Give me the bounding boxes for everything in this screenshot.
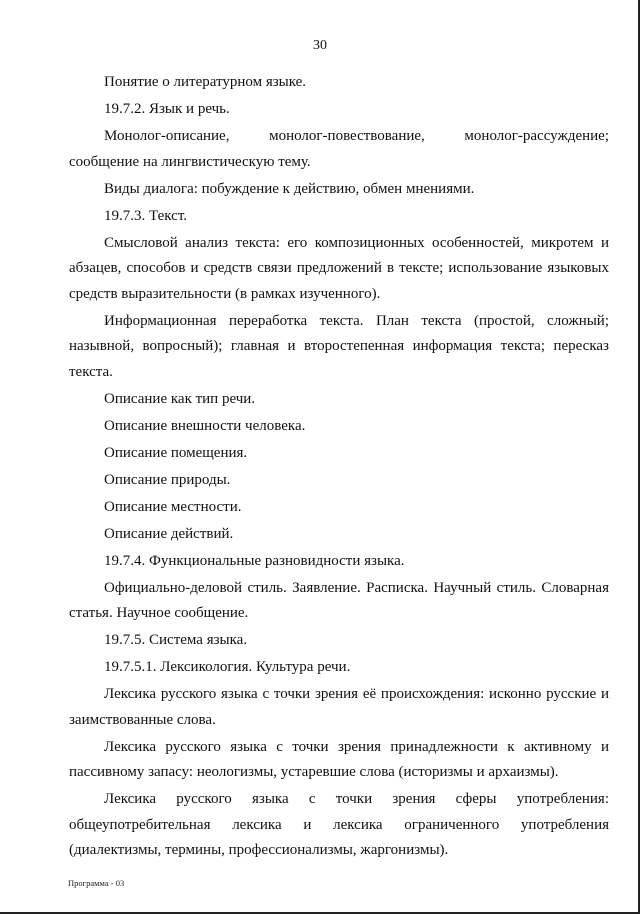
section-heading: 19.7.4. Функциональные разновидности языка. — [104, 552, 405, 569]
section-heading: 19.7.3. Текст. — [104, 207, 187, 224]
paragraph: Лексика русского языка с точки зрения её происхождения: исконно русские и заимствованные слова. — [69, 686, 609, 728]
section-heading: 19.7.5.1. Лексикология. Культура речи. — [104, 659, 351, 675]
paragraph: Информационная переработка текста. План текста (простой, сложный; назывной, вопросный); главная и второстепенная информация текста; пересказ текста. — [69, 312, 609, 380]
paragraph: Описание как тип речи. — [104, 390, 256, 407]
section-heading: 19.7.5. Система языка. — [104, 632, 248, 648]
paragraph: Описание местности. — [104, 498, 242, 515]
footer-label: Программа - 03 — [68, 878, 125, 888]
paragraph: Понятие о литературном языке. — [104, 74, 307, 90]
paragraph: Описание помещения. — [104, 444, 248, 461]
paragraph: Описание внешности человека. — [104, 417, 306, 434]
paragraph: Описание природы. — [104, 471, 231, 488]
page-body — [69, 70, 609, 864]
paragraph: Лексика русского языка с точки зрения принадлежности к активному и пассивному запасу: неологизмы, устаревшие слова (историзмы и архаизмы). — [69, 738, 609, 780]
paragraph: Описание действий. — [104, 525, 234, 542]
page-number: 30 — [313, 38, 327, 53]
paragraph: Виды диалога: побуждение к действию, обмен мнениями. — [104, 180, 475, 197]
paragraph: Монолог-описание, монолог-повествование, монолог-рассуждение; сообщение на лингвистическую тему. — [69, 128, 609, 170]
paragraph: Смысловой анализ текста: его композиционных особенностей, микротем и абзацев, способов и средств связи предложений в тексте; использование языковых средств выразительности (в рамках изученного). — [69, 234, 609, 302]
section-heading: 19.7.2. Язык и речь. — [104, 101, 230, 117]
paragraph: Официально-деловой стиль. Заявление. Расписка. Научный стиль. Словарная статья. Научное сообщение. — [69, 579, 609, 621]
paragraph: Лексика русского языка с точки зрения сферы употребления: общеупотребительная лексика и лексика ограниченного употребления (диалектизмы, термины, профессионализмы, жаргонизмы). — [69, 791, 609, 858]
